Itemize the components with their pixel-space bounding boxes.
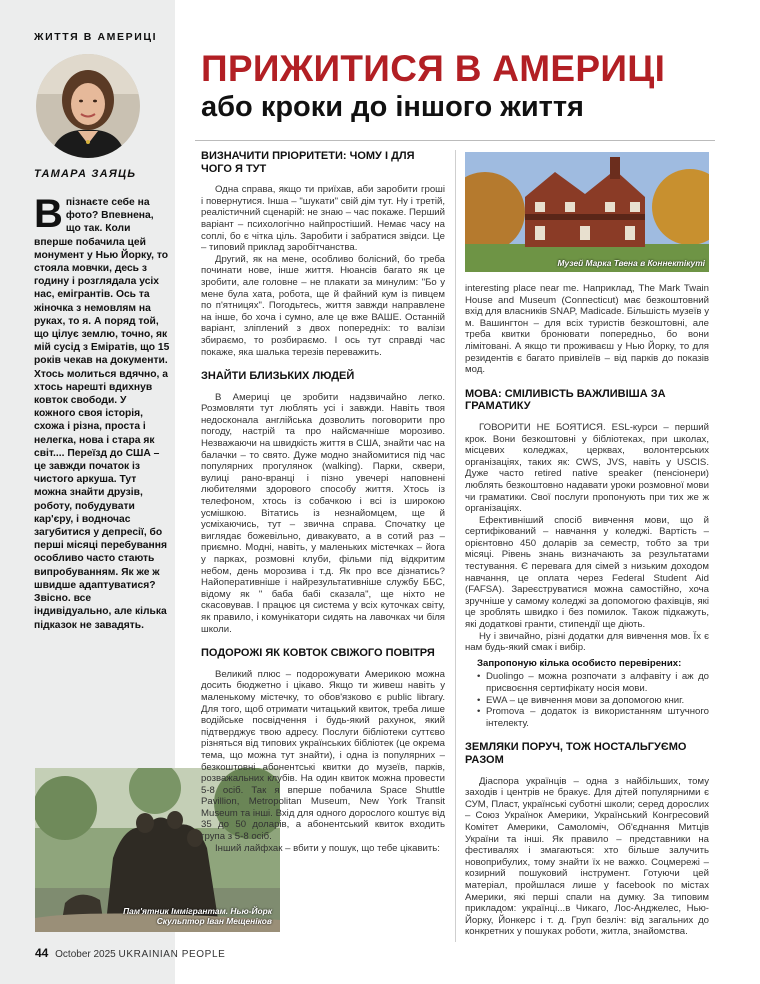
column-divider — [455, 150, 456, 942]
intro-body: пізнаєте себе на фото? Впевнена, що так. Коли вперше побачила цей монумент у Нью Йорку, то стояла мовчки, десь з годину і розглядала усіх нас, емігрантів. Ось та жіночка з немовлям на руках, то я. А поряд той, що цілує землю, точно, як мій сусід з Еміратів, що 15 років чекав на документи. Хтось молиться вдячно, а хтось нарешті вдихнув ковток свободи. У кожного своя історія, схожа і різна, проста і нелегка, нова і стара як світ.... Переїзд до США – це завжди початок із чистого аркуша. Тут можна знайти друзів, роботу, побудувати кар'єру, і водночас загубитися у депресії, бо перші місяці перебування особливо часто стають випробуванням. Як же ж швидше адаптуватися? Звісно. все індивідуально, але кілька підказок не завадять. — [34, 197, 170, 631]
drop-cap: В — [34, 192, 63, 236]
author-name: ТАМАРА ЗАЯЦЬ — [34, 168, 137, 180]
paragraph: Ефективніший спосіб вивчення мови, що й сертифікований – навчання у коледжі. Вартість – орієнтовно 450 доларів за семестр, тобто за три місяці. Рівень знань визначають за результатами тестування. Є перевага для сімей з низьким доходом навчання, це оплата через Federal Student Aid (FAFSA). Зареєструватися можна самостійно, хоча зручніше у самому коледжі за допомогою фахівців, які це зроблять швидко і без помилок. Також підкажуть, які додаткові гранти, стипендії ще діють. — [465, 514, 709, 631]
paragraph: Одна справа, якщо ти приїхав, аби заробити гроші і повернутися. Інша – "шукати" свій дім тут. Ну і третій, реалістичний сценарій: не знаю – час покаже. Перший варіант – психологічно найпростіший. Немає часу на соплі, бо є чітка ціль. Заробити і забратися звідси. Це – типовий приклад заробітчанства. — [201, 184, 445, 254]
mark-twain-museum-photo — [465, 152, 709, 272]
paragraph: Другий, як на мене, особливо болісний, бо треба починати нове, інше життя. Нюансів багато як це зробити, але головне – не плакати за минулим: "Бо у мене була хата, робота, ще й файний кум із пивцем по п'ятницях". Погодьтесь, життя завжди направлене на інше, бо хоча і сумно, але це вже ВАШЕ. Останній варіант, зліплений з двох попередніх: то валізи збираємо, то розбираємо. І ось тут справді час покаже, яка шалька терезів переважить. — [201, 253, 445, 358]
recommendations-title: Запропоную кілька особисто перевірених: — [477, 657, 682, 669]
column-left — [201, 150, 445, 854]
paragraph: Ну і звичайно, різні додатки для вивчення мов. Їх є нам будь-який смак і вибір. — [465, 630, 709, 654]
paragraph: Великий плюс – подорожувати Америкою можна досить бюджетно і цікаво. Якщо ти живеш навіть у маленькому містечку, то обов'язково є public library. Для того, щоб отримати читацький квиток, треба лише водійське посвідчення і будь-який рахунок, який підтверджує твою адресу. Послуги бібліотеки суттєво різняться від типових українських бібліотек (це окрема тема, що можна тут знайти), і одна із популярних – безкоштовні абонентські квитки до музеїв, парків, розважальних клубів. На один квиток можна провести 5-8 осіб. Так я вперше побачила Space Shuttle Pavillion, Metropolitan Museum, New York Transit Museum та інші. Вхід для одного дорослого коштує від 35 до 50 доларів, а абонентський квиток входить група з 5-8 осіб. — [201, 668, 445, 843]
intro-text — [34, 192, 170, 632]
section-heading: ЗЕМЛЯКИ ПОРУЧ, ТОЖ НОСТАЛЬГУЄМО РАЗОМ — [465, 741, 687, 766]
paragraph: Діаспора українців – одна з найбільших, тому заходів і центрів не бракує. Для дітей популярними є СУМ, Пласт, українські суботні школи; серед дорослих – Союз Українок Америки, Український Конгресовий Комітет Америки, Самоломіч, Об'єднання Митців України та інші. Як правило – представники на фестивалях і змагаються: хто більше залучить новоприбулих, тому знайти їх не важко. Соцмережі – козирний пошуковий інструмент. Готуючи цей матеріал, пройшлася лише у facebook по містах Америки, які перші спали на думку. За типовим прикладом: українці...в Чикаго, Лос-Анджелес, Нью-Йорку, Йонкерс і т. д. Груп безліч: від загальних до конкретних у пошуках роботи, житла, знайомства. — [465, 775, 709, 938]
title-divider — [195, 140, 715, 141]
section-heading: МОВА: СМІЛИВІСТЬ ВАЖЛИВІША ЗА ГРАМАТИКУ — [465, 387, 666, 413]
section-label: ЖИТТЯ В АМЕРИЦІ — [34, 31, 158, 43]
issue-date: October 2025 — [55, 949, 116, 960]
paragraph: В Америці це зробити надзвичайно легко. Розмовляти тут люблять усі і завжди. Навіть твоя недосконала англійська дозволить поговорити про погоду, настрій та про найсмачніше морозиво. Незважаючи на швидкість життя в США, знайти час на балачки – то свято. Дуже модно знайомитися під час популярних прогулянок (walking). Парки, сквери, вулиці рано-вранці і пізно увечері наповнені любителями здорового способу життя. Хтось із телефоном, хтось із собачкою і всі із широкою усмішкою. Вітатись із незнайомцем, ще й усміхаючись, тут – звична справа. Спочатку це виглядає божевільно, дивакувато, а в сотий раз – приємно. Модні, навіть, у маленьких містечках – йога у парках, розмовні клуби, фільми під відкритим небом, день морозива і т.д. Як про все дізнатись? Найоперативніше і найрезультативніше службу ББС, відому як " баба бабі сказала", ще ніхто не скасовував. І працює ця система у всіх куточках світу, як правило, і комунікатори сидять на лавочках чи біля школи. — [201, 391, 445, 635]
statue-caption: Пам'ятник Іммігрантам. Нью-Йорк Скульптор Іван Мещеніков — [123, 906, 272, 926]
recommendations-list — [477, 671, 709, 729]
page-footer — [35, 946, 225, 960]
column-right — [465, 283, 709, 938]
article-subtitle: або кроки до іншого життя — [201, 91, 584, 123]
list-item: • EWA – це вивчення мови за допомогою книг. — [477, 695, 709, 707]
section-heading: ЗНАЙТИ БЛИЗЬКИХ ЛЮДЕЙ — [201, 370, 355, 383]
paragraph: interesting place near me. Наприклад, The Mark Twain House and Museum (Connecticut) має безкоштовний вхід для власників SNAP, Madicade. Більшість музеїв у м. Вашингтон – для всіх туристів безкоштовні, але треба квитки бронювати попередньо, бо вони лімітовані. А якщо ти проживаєш у Нью Йорку, то для резидентів є багато привілеїв – від парків до показів мод. — [465, 283, 709, 376]
list-item: • Duolingo – можна розпочати з алфавіту і аж до присвоєння сертифікату носія мови. — [477, 671, 709, 694]
list-item: • Promova – додаток із використанням штучного інтелекту. — [477, 706, 709, 729]
paragraph: ГОВОРИТИ НЕ БОЯТИСЯ. ESL-курси – перший крок. Вони безкоштовні у бібліотеках, при школах, місцевих коледжах, церквах, волонтерських організаціях, таких як: CWS, JVS, навіть у USCIS. Дуже часто retired native speaker (пенсіонери) люблять безкоштовно надавати уроки розмовної мови чи граматики. Свої послуги пропонують при тих же ж організаціях. — [465, 421, 709, 515]
paragraph: Інший лайфхак – вбити у пошук, що тебе цікавить: — [215, 842, 440, 854]
page-number: 44 — [35, 946, 49, 960]
article-title: ПРИЖИТИСЯ В АМЕРИЦІ — [201, 48, 666, 89]
author-photo — [36, 54, 140, 158]
section-heading: ВИЗНАЧИТИ ПРІОРИТЕТИ: ЧОМУ І ДЛЯ ЧОГО Я ТУТ — [201, 150, 415, 175]
section-heading: ПОДОРОЖІ ЯК КОВТОК СВІЖОГО ПОВІТРЯ — [201, 647, 435, 660]
museum-caption: Музей Марка Твена в Коннектікуті — [557, 258, 705, 268]
magazine-name: UKRAINIAN PEOPLE — [118, 949, 226, 960]
